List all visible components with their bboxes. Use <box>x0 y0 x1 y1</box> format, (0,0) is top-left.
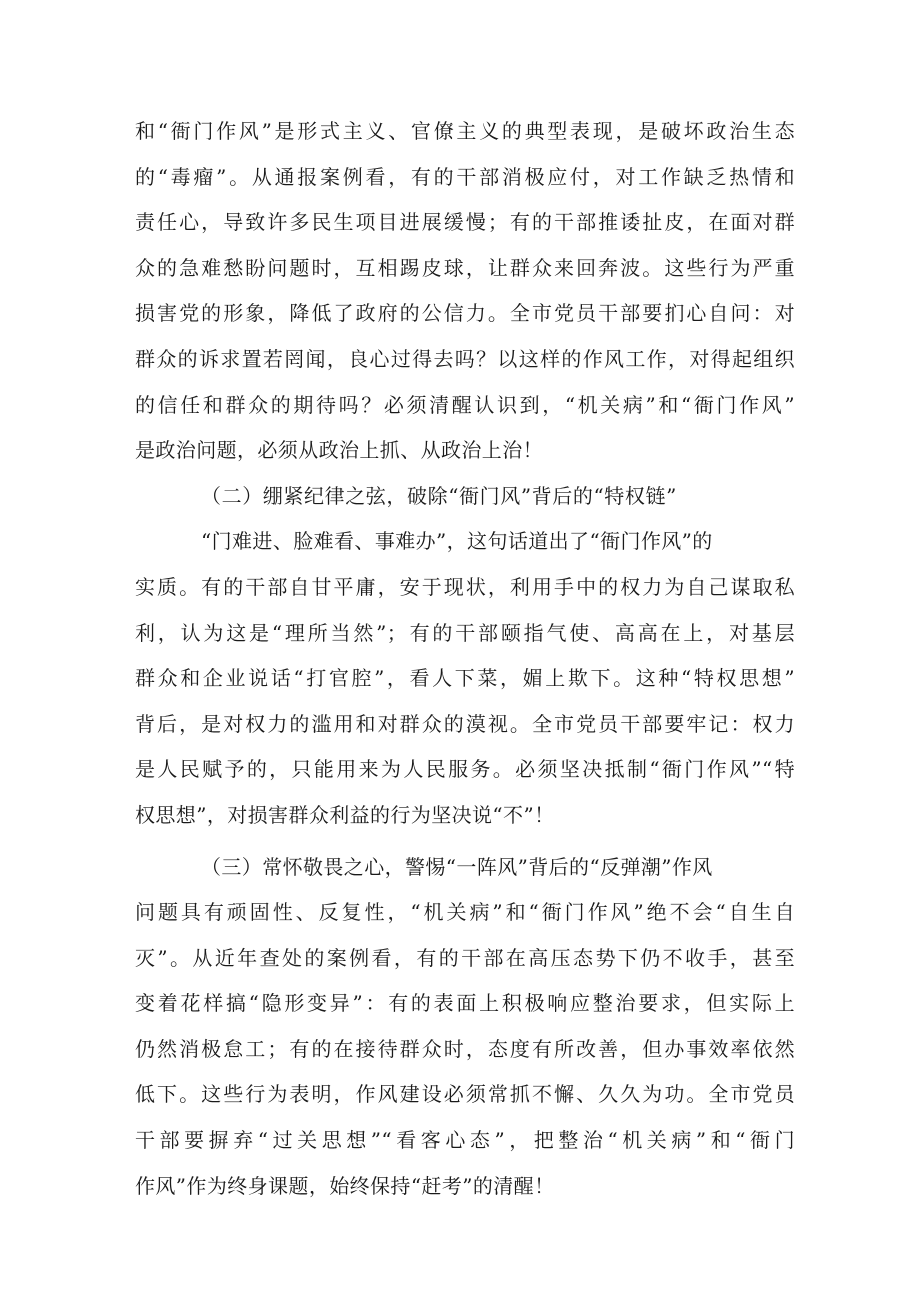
section-heading-3: （三）常怀敬畏之心，警惕“一阵风”背后的“反弹潮”作风 <box>201 854 713 879</box>
text-line: 群众和企业说话“打官腔”，看人下菜，媚上欺下。这种“特权思想” <box>135 666 795 691</box>
section-heading-2: （二）绷紧纪律之弦，破除“衙门风”背后的“特权链” <box>201 483 677 508</box>
text-line: 群众的诉求置若罔闻，良心过得去吗？以这样的作风工作，对得起组织 <box>135 346 795 371</box>
paragraph-2 <box>135 519 795 838</box>
text-line: 和“衙门作风”是形式主义、官僚主义的典型表现，是破坏政治生态 <box>135 119 795 143</box>
text-line: 灭”。从近年查处的案例看，有的干部在高压态势下仍不收手，甚至 <box>135 945 795 970</box>
text-line: 干部要摒弃“过关思想”“看客心态”，把整治“机关病”和“衙门 <box>135 1128 795 1153</box>
text-line: 变着花样搞“隐形变异”：有的表面上积极响应整治要求，但实际上 <box>135 991 795 1016</box>
text-line: 低下。这些行为表明，作风建设必须常抓不懈、久久为功。全市党员 <box>135 1082 795 1107</box>
text-line: 的“毒瘤”。从通报案例看，有的干部消极应付，对工作缺乏热情和 <box>135 164 795 189</box>
text-line: 是人民赋予的，只能用来为人民服务。必须坚决抵制“衙门作风”“特 <box>135 757 795 782</box>
text-line: 作风”作为终身课题，始终保持“赶考”的清醒！ <box>135 1173 555 1198</box>
text-line: 背后，是对权力的滥用和对群众的漠视。全市党员干部要牢记：权力 <box>135 711 795 736</box>
paragraph-3 <box>135 845 795 1210</box>
text-line: 是政治问题，必须从政治上抓、从政治上治！ <box>135 438 543 463</box>
text-line: 仍然消极怠工；有的在接待群众时，态度有所改善，但办事效率依然 <box>135 1036 795 1061</box>
text-line: “门难进、脸难看、事难办”，这句话道出了“衙门作风”的 <box>201 529 713 554</box>
paragraph-1 <box>135 109 795 474</box>
text-line: 问题具有顽固性、反复性，“机关病”和“衙门作风”绝不会“自生自 <box>135 900 795 925</box>
text-line: 损害党的形象，降低了政府的公信力。全市党员干部要扪心自问：对 <box>135 301 795 326</box>
text-line: 众的急难愁盼问题时，互相踢皮球，让群众来回奔波。这些行为严重 <box>135 255 795 280</box>
document-body <box>135 109 795 1209</box>
text-line: 权思想”，对损害群众利益的行为坚决说“不”！ <box>135 802 555 827</box>
text-line: 的信任和群众的期待吗？必须清醒认识到，“机关病”和“衙门作风” <box>135 392 795 417</box>
text-line: 利，认为这是“理所当然”；有的干部颐指气使、高高在上，对基层 <box>135 620 795 645</box>
text-line: 实质。有的干部自甘平庸，安于现状，利用手中的权力为自己谋取私 <box>135 574 795 599</box>
text-line: 责任心，导致许多民生项目进展缓慢；有的干部推诿扯皮，在面对群 <box>135 210 795 235</box>
